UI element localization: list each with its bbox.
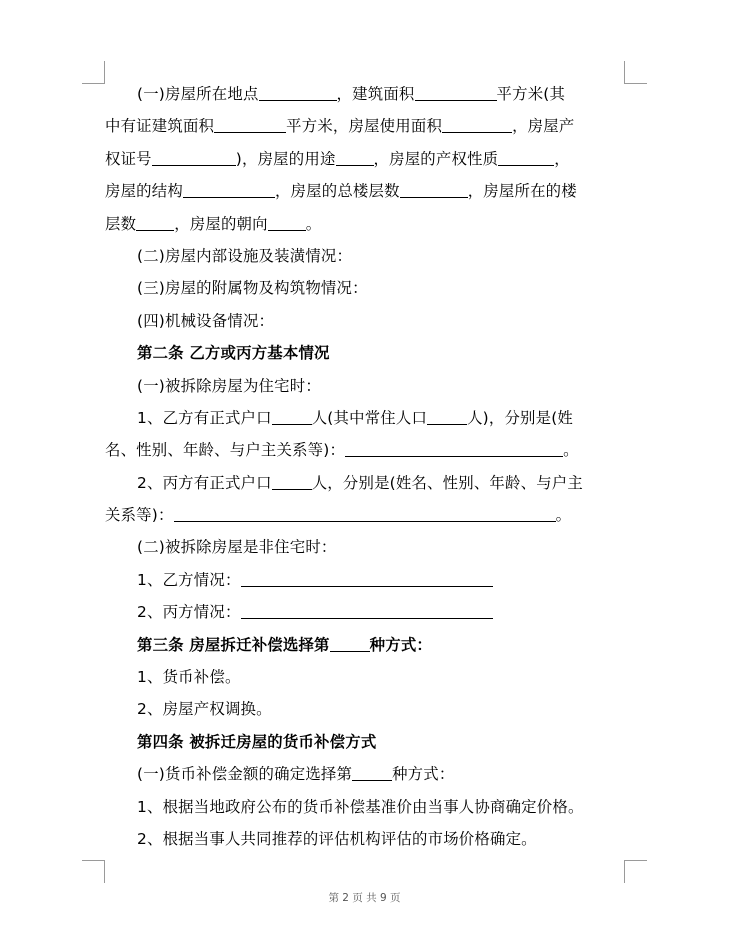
- blank-field[interactable]: [415, 81, 497, 101]
- text: ，: [554, 149, 570, 168]
- blank-field[interactable]: [183, 178, 275, 198]
- blank-field[interactable]: [259, 81, 337, 101]
- paragraph-line: [105, 758, 625, 790]
- paragraph-line: 1、货币补偿。: [137, 668, 241, 687]
- text: 种方式：: [392, 765, 455, 784]
- text: ，房屋的产权性质: [373, 149, 499, 168]
- page-corner-mark-bottom-left: [82, 860, 105, 883]
- blank-field[interactable]: [136, 211, 174, 231]
- paragraph-line: [105, 208, 625, 240]
- paragraph-line: (二)被拆除房屋是非住宅时：: [137, 538, 337, 557]
- blank-field[interactable]: [352, 761, 392, 781]
- text: ，房屋所在的楼: [467, 182, 577, 201]
- paragraph-line: (二)房屋内部设施及装潢情况：: [137, 246, 353, 265]
- text: )，房屋的用途: [235, 149, 336, 168]
- text: ，房屋的总楼层数: [274, 182, 400, 201]
- blank-field[interactable]: [427, 405, 467, 425]
- paragraph-line: 1、根据当地政府公布的货币补偿基准价由当事人协商确定价格。: [137, 797, 584, 816]
- paragraph-line: (三)房屋的附属物及构筑物情况：: [137, 279, 368, 298]
- blank-field[interactable]: [442, 113, 512, 133]
- blank-field[interactable]: [241, 567, 493, 587]
- text: 权证号: [105, 149, 152, 168]
- text: 第三条 房屋拆迁补偿选择第: [137, 635, 330, 654]
- text: 人，分别是(姓名、性别、年龄、与户主: [311, 473, 583, 492]
- text: 人)，分别是(姓: [467, 408, 574, 427]
- section-heading: 第四条 被拆迁房屋的货币补偿方式: [137, 732, 377, 751]
- blank-field[interactable]: [272, 470, 312, 490]
- text: 关系等)：: [105, 506, 174, 525]
- paragraph-line: [105, 564, 625, 596]
- text: 。: [563, 441, 579, 460]
- paragraph-line: [105, 596, 625, 628]
- blank-field[interactable]: [152, 146, 236, 166]
- text: 2、丙方有正式户口: [137, 473, 272, 492]
- page-corner-mark-top-right: [624, 61, 647, 84]
- text: 房屋的结构: [105, 182, 183, 201]
- blank-field[interactable]: [498, 146, 554, 166]
- text: 2、丙方情况：: [137, 603, 241, 622]
- text: ，房屋的朝向: [174, 214, 268, 233]
- blank-field[interactable]: [174, 502, 556, 522]
- text: 中有证建筑面积: [105, 117, 215, 136]
- section-heading: [105, 629, 625, 661]
- text: 1、乙方有正式户口: [137, 408, 272, 427]
- paragraph-line: 2、根据当事人共同推荐的评估机构评估的市场价格确定。: [137, 829, 537, 848]
- text: 种方式：: [369, 635, 433, 654]
- paragraph-line: (四)机械设备情况：: [137, 311, 275, 330]
- blank-field[interactable]: [330, 632, 370, 652]
- paragraph-line: [105, 499, 625, 531]
- text: 平方米，房屋使用面积: [286, 117, 443, 136]
- section-heading: 第二条 乙方或丙方基本情况: [137, 344, 330, 363]
- paragraph-line: [105, 175, 625, 207]
- blank-field[interactable]: [345, 437, 563, 457]
- paragraph-line: 2、房屋产权调换。: [137, 700, 272, 719]
- text: 人(其中常住人口: [311, 408, 428, 427]
- paragraph-line: [105, 434, 625, 466]
- paragraph-line: [105, 143, 625, 175]
- blank-field[interactable]: [272, 405, 312, 425]
- blank-field[interactable]: [400, 178, 468, 198]
- text: (一)房屋所在地点: [137, 85, 259, 103]
- text: 。: [305, 214, 322, 233]
- page-corner-mark-bottom-right: [624, 860, 647, 883]
- paragraph-line: [105, 78, 625, 110]
- paragraph-line: (一)被拆除房屋为住宅时：: [137, 376, 321, 395]
- page-number-footer: 第 2 页 共 9 页: [328, 892, 401, 904]
- blank-field[interactable]: [336, 146, 374, 166]
- page-corner-mark-top-left: [82, 61, 105, 84]
- text: 。: [555, 506, 572, 525]
- text: 名、性别、年龄、与户主关系等)：: [105, 441, 346, 460]
- text: ，建筑面积: [336, 85, 415, 103]
- blank-field[interactable]: [214, 113, 286, 133]
- paragraph-line: [105, 467, 625, 499]
- blank-field[interactable]: [268, 211, 306, 231]
- paragraph-line: [105, 110, 625, 142]
- blank-field[interactable]: [241, 599, 493, 619]
- document-body: [105, 78, 625, 855]
- text: 平方米(其: [496, 85, 566, 103]
- text: (一)货币补偿金额的确定选择第: [137, 765, 353, 784]
- paragraph-line: [105, 402, 625, 434]
- text: ，房屋产: [512, 117, 575, 136]
- text: 层数: [105, 214, 137, 233]
- text: 1、乙方情况：: [137, 570, 241, 589]
